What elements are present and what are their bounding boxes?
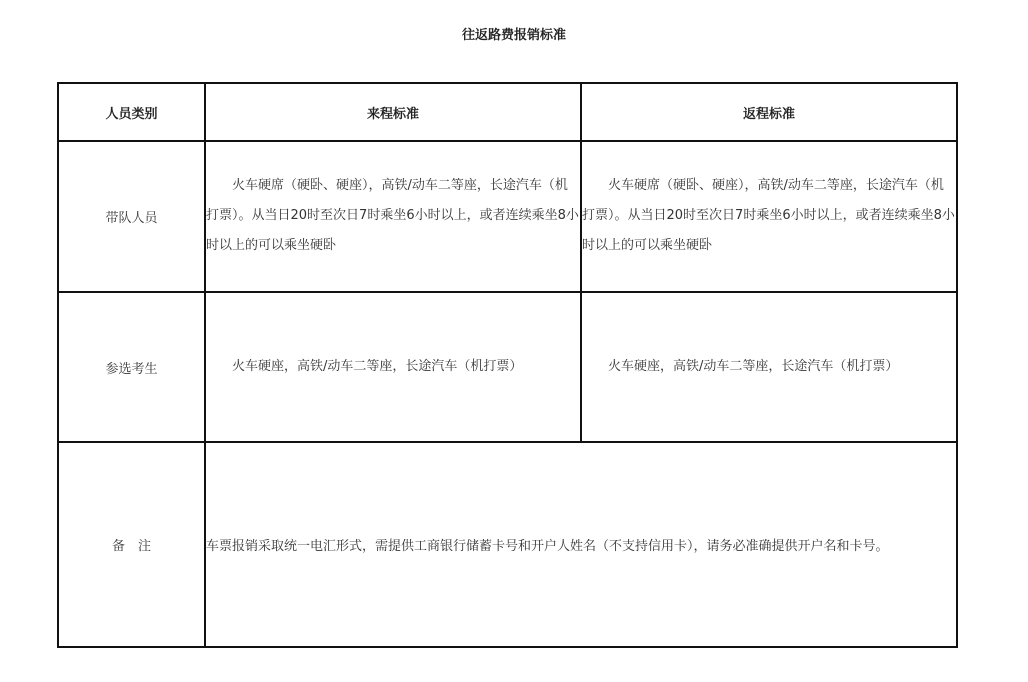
table-row: [58, 141, 957, 292]
travel-reimbursement-table: [57, 82, 958, 648]
return-standard-cell: [581, 292, 957, 443]
return-standard-text: 火车硬座，高铁/动车二等座，长途汽车（机打票）: [608, 359, 899, 374]
header-return: 返程标准: [581, 83, 957, 141]
outbound-standard-text: 火车硬席（硬卧、硬座），高铁/动车二等座，长途汽车（机打票）。从当日20时至次日7时乘坐6小时以上，或者连续乘坐8小时以上的可以乘坐硬卧: [206, 178, 579, 254]
table-header-row: [58, 83, 957, 141]
outbound-standard-cell: [205, 292, 581, 443]
header-outbound: 来程标准: [205, 83, 581, 141]
note-text: 车票报销采取统一电汇形式，需提供工商银行储蓄卡号和开户人姓名（不支持信用卡），请务必准确提供开户名和卡号。: [205, 442, 957, 647]
page-title: 往返路费报销标准: [461, 28, 566, 43]
table-row: [58, 292, 957, 443]
return-standard-text: 火车硬席（硬卧、硬座），高铁/动车二等座，长途汽车（机打票）。从当日20时至次日7时乘坐6小时以上，或者连续乘坐8小时以上的可以乘坐硬卧: [582, 178, 955, 254]
category-cell: 参选考生: [58, 292, 205, 443]
header-category: 人员类别: [58, 83, 205, 141]
outbound-standard-cell: [205, 141, 581, 292]
outbound-standard-text: 火车硬座，高铁/动车二等座，长途汽车（机打票）: [232, 359, 523, 374]
category-cell: 带队人员: [58, 141, 205, 292]
note-row: [58, 442, 957, 647]
note-label: 备 注: [58, 442, 205, 647]
return-standard-cell: [581, 141, 957, 292]
